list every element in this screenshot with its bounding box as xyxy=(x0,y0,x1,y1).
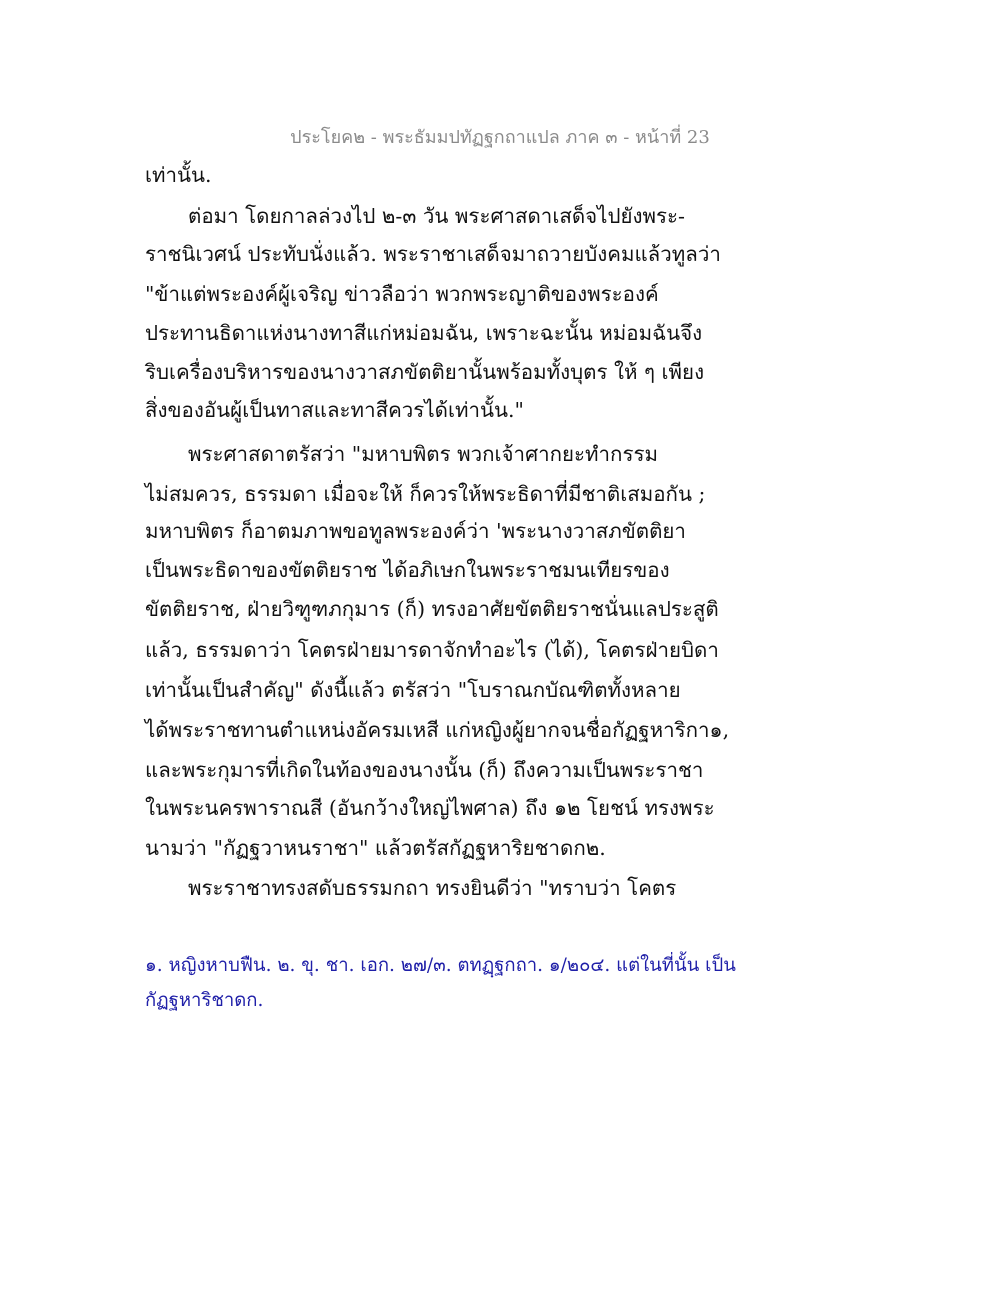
body-line: พระราชาทรงสดับธรรมกถา ทรงยินดีว่า "ทราบว่า โคตร xyxy=(188,876,677,900)
body-line: ในพระนครพาราณสี (อันกว้างใหญ่ไพศาล) ถึง ๑๒ โยชน์ ทรงพระ xyxy=(145,796,715,820)
page-header: ประโยค๒ - พระธัมมปทัฏฐกถาแปล ภาค ๓ - หน้าที่ 23 xyxy=(290,127,710,148)
body-line: เท่านั้นเป็นสำคัญ" ดังนี้แล้ว ตรัสว่า "โบราณกบัณฑิตทั้งหลาย xyxy=(145,678,681,702)
body-line: และพระกุมารที่เกิดในท้องของนางนั้น (ก็) ถึงความเป็นพระราชา xyxy=(145,758,704,782)
body-line: มหาบพิตร ก็อาตมภาพขอทูลพระองค์ว่า 'พระนางวาสภขัตติยา xyxy=(145,519,686,543)
body-line: ไม่สมควร, ธรรมดา เมื่อจะให้ ก็ควรให้พระธิดาที่มีชาติเสมอกัน ; xyxy=(145,482,706,506)
body-line: เท่านั้น. xyxy=(145,163,212,187)
body-line: "ข้าแต่พระองค์ผู้เจริญ ข่าวลือว่า พวกพระญาติของพระองค์ xyxy=(145,282,659,306)
body-line: ราชนิเวศน์ ประทับนั่งแล้ว. พระราชาเสด็จมาถวายบังคมแล้วทูลว่า xyxy=(145,242,721,266)
body-line: ประทานธิดาแห่งนางทาสีแก่หม่อมฉัน, เพราะฉะนั้น หม่อมฉันจึง xyxy=(145,321,703,345)
footnote-line: ๑. หญิงหาบฟืน. ๒. ขุ. ชา. เอก. ๒๗/๓. ตทฏฺฐกถา. ๑/๒๐๔. แต่ในที่นั้น เป็น xyxy=(145,955,736,976)
body-line: ได้พระราชทานตำแหน่งอัครมเหสี แก่หญิงผู้ยากจนชื่อกัฏฐหาริกา๑, xyxy=(145,718,730,742)
body-line: ริบเครื่องบริหารของนางวาสภขัตติยานั้นพร้อมทั้งบุตร ให้ ๆ เพียง xyxy=(145,360,705,384)
footnote-line: กัฏฐหาริชาดก. xyxy=(145,990,264,1011)
body-line: พระศาสดาตรัสว่า "มหาบพิตร พวกเจ้าศากยะทำกรรม xyxy=(188,442,658,466)
body-line: แล้ว, ธรรมดาว่า โคตรฝ่ายมารดาจักทำอะไร (ได้), โคตรฝ่ายบิดา xyxy=(145,638,719,662)
body-line: ขัตติยราช, ฝ่ายวิฑูฑภกุมาร (ก็) ทรงอาศัยขัตติยราชนั่นแลประสูติ xyxy=(145,597,719,621)
body-line: นามว่า "กัฏฐวาหนราชา" แล้วตรัสกัฏฐหาริยชาดก๒. xyxy=(145,836,606,860)
body-line: สิ่งของอันผู้เป็นทาสและทาสีควรได้เท่านั้น." xyxy=(145,398,524,422)
body-line: เป็นพระธิดาของขัตติยราช ได้อภิเษกในพระราชมนเทียรของ xyxy=(145,558,670,582)
body-line: ต่อมา โดยกาลล่วงไป ๒-๓ วัน พระศาสดาเสด็จไปยังพระ- xyxy=(188,204,685,228)
